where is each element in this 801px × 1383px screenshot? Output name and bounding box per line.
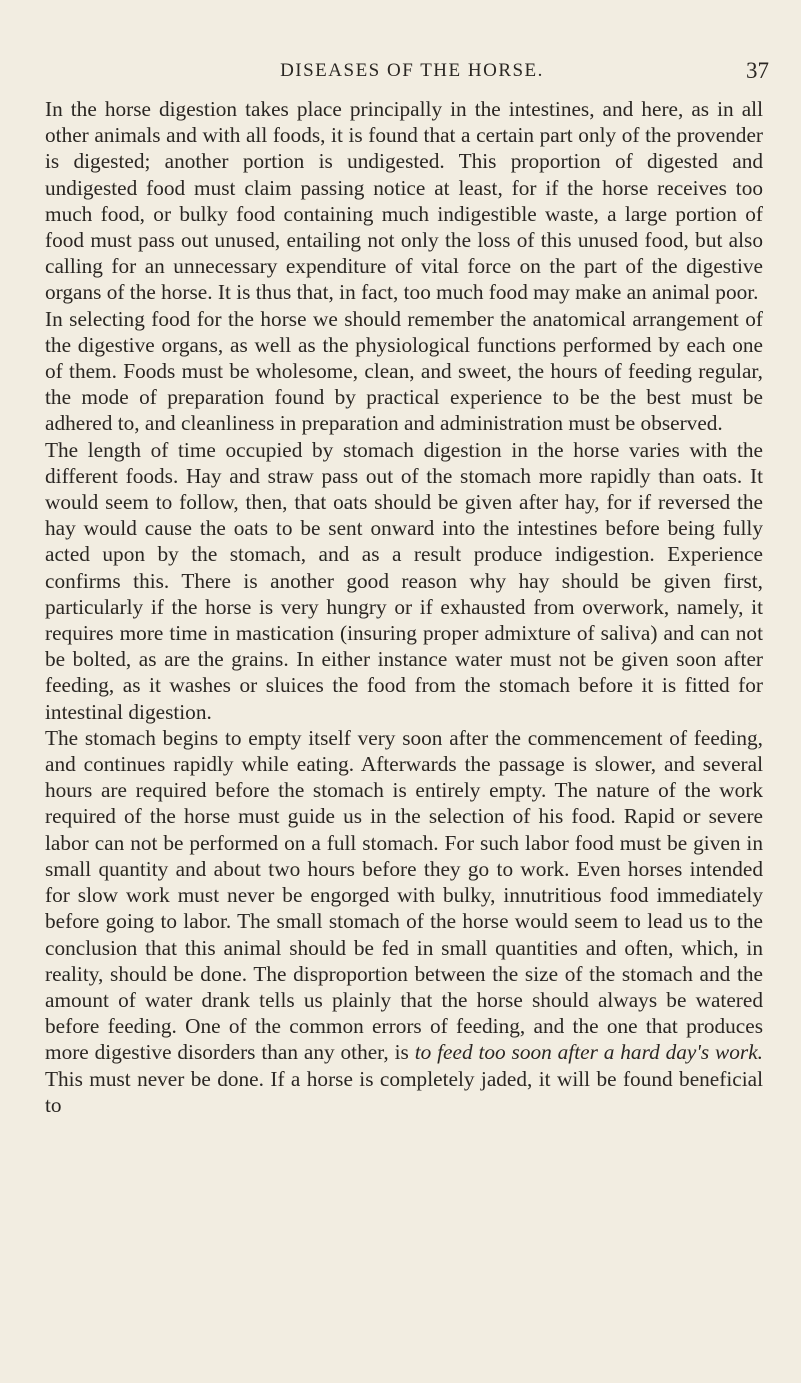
page-number: 37 — [746, 58, 769, 83]
paragraph: The length of time occupied by stomach digestion in the horse varies with the different foods. Hay and straw pass out of the stomach more rapidly than oats. It would seem to follow, then, that oats should be given after hay, for if reversed the hay would cause the oats to be sent onward into the intestines before being fully acted upon by the stomach, and as a result produce indigestion. Experience confirms this. There is another good reason why hay should be given first, particularly if the horse is very hungry or if exhausted from overwork, namely, it requires more time in mastication (insuring proper admixture of saliva) and can not be bolted, as are the grains. In either instance water must not be given soon after feeding, as it washes or sluices the food from the stomach before it is fitted for intestinal digestion. — [45, 437, 763, 724]
paragraph-last — [45, 725, 763, 1118]
page-header — [55, 58, 769, 86]
paragraph-text: The stomach begins to empty itself very soon after the commencement of feeding, and continues rapidly while eating. Afterwards the passage is slower, and several hours are required before the stomach is entirely empty. The nature of the work required of the horse must guide us in the selection of his food. Rapid or severe labor can not be performed on a full stomach. For such labor food must be given in small quantity and about two hours before they go to work. Even horses intended for slow work must never be engorged with bulky, innutritious food immediately before going to labor. The small stomach of the horse would seem to lead us to the conclusion that this animal should be fed in small quantities and often, which, in reality, should be done. The disproportion between the size of the stomach and the amount of water drank tells us plainly that the horse should always be watered before feeding. One of the common errors of feeding, and the one that produces more digestive disorders than any other, is — [45, 725, 763, 1065]
paragraph: In selecting food for the horse we should remember the anatomical arrangement of the digestive organs, as well as the physiological functions performed by each one of them. Foods must be wholesome, clean, and sweet, the hours of feeding regular, the mode of preparation found by practical experience to be the best must be adhered to, and cleanliness in preparation and administration must be observed. — [45, 306, 763, 436]
running-title: DISEASES OF THE HORSE. — [280, 60, 544, 81]
paragraph: In the horse digestion takes place principally in the intestines, and here, as in all other animals and with all foods, it is found that a certain part only of the provender is digested; another portion is undigested. This proportion of digested and undigested food must claim passing notice at least, for if the horse receives too much food, or bulky food containing much indigestible waste, a large portion of food must pass out unused, entailing not only the loss of this unused food, but also calling for an unnecessary expenditure of vital force on the part of the digestive organs of the horse. It is thus that, in fact, too much food may make an animal poor. — [45, 97, 763, 305]
italic-phrase: to feed too soon after a hard day's work. — [414, 1040, 763, 1065]
body-text — [45, 96, 763, 1118]
paragraph-tail: This must never be done. If a horse is completely jaded, it will be found beneficial to — [45, 1066, 763, 1117]
